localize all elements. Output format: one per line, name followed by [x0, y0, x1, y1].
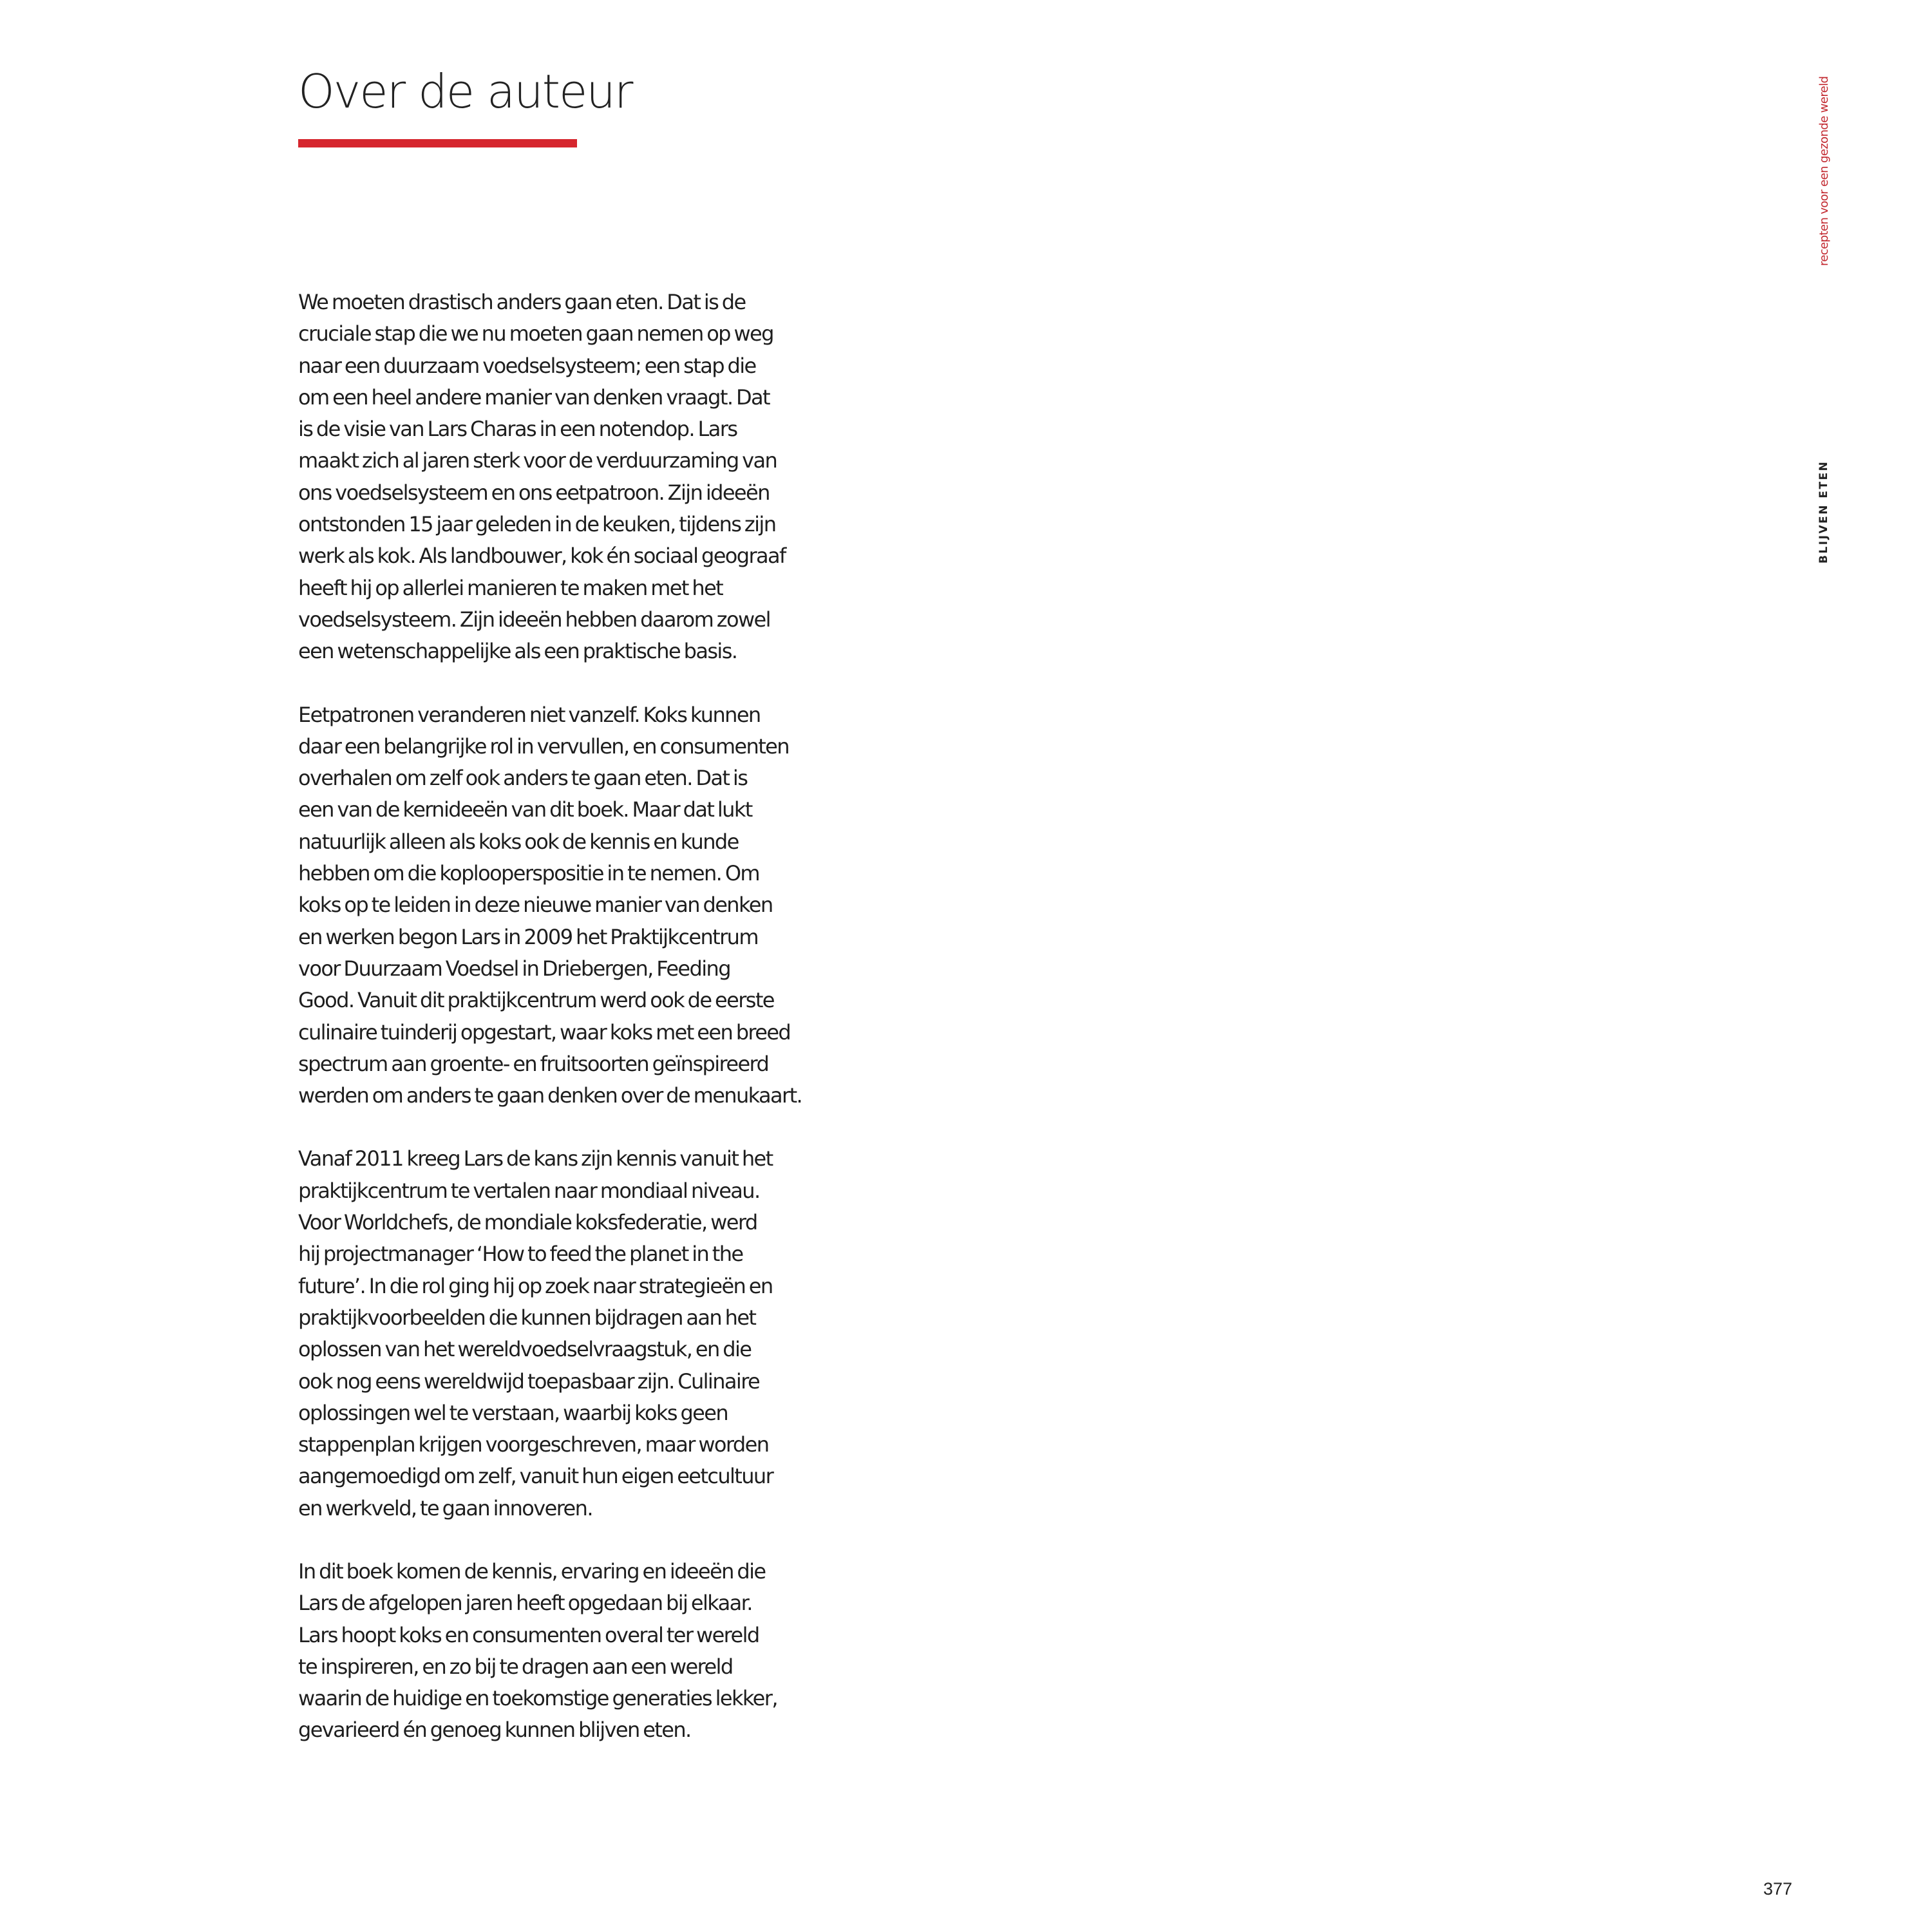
text-line: In dit boek komen de kennis, ervaring en ideeën die	[298, 1558, 766, 1584]
text-line: Good. Vanuit dit praktijkcentrum werd ook de eerste	[298, 988, 774, 1013]
text-line: oplossen van het wereldvoedselvraagstuk, en die	[298, 1337, 752, 1362]
paragraph-2	[298, 699, 813, 1112]
text-line: koks op te leiden in deze nieuwe manier van denken	[298, 893, 773, 918]
text-line: spectrum aan groente- en fruitsoorten geïnspireerd	[298, 1051, 769, 1076]
text-line: hebben om die koplooperspositie in te nemen. Om	[298, 861, 759, 886]
text-line: ontstonden 15 jaar geleden in de keuken, tijdens zijn	[298, 512, 776, 537]
text-line: praktijkcentrum te vertalen naar mondiaal niveau.	[298, 1178, 760, 1203]
text-line: naar een duurzaam voedselsysteem; een stap die	[298, 353, 756, 378]
text-line: natuurlijk alleen als koks ook de kennis en kunde	[298, 829, 739, 854]
text-line: Vanaf 2011 kreeg Lars de kans zijn kennis vanuit het	[298, 1146, 773, 1171]
text-line: hij projectmanager ‘How to feed the planet in the	[298, 1242, 743, 1267]
text-line: oplossingen wel te verstaan, waarbij koks geen	[298, 1400, 728, 1425]
text-line: werden om anders te gaan denken over de menukaart.	[298, 1083, 802, 1108]
title-underline-rule	[298, 139, 577, 147]
text-line: Lars hoopt koks en consumenten overal ter wereld	[298, 1622, 759, 1647]
text-line: is de visie van Lars Charas in een notendop. Lars	[298, 417, 737, 442]
text-line: ook nog eens wereldwijd toepasbaar zijn. Culinaire	[298, 1368, 760, 1394]
text-line: cruciale stap die we nu moeten gaan nemen op weg	[298, 321, 773, 346]
text-line: gevarieerd én genoeg kunnen blijven eten.	[298, 1718, 691, 1743]
text-line: Eetpatronen veranderen niet vanzelf. Koks kunnen	[298, 702, 761, 727]
paragraph-3	[298, 1143, 813, 1524]
page-title: Over de auteur	[298, 64, 632, 118]
body-text	[298, 287, 813, 1778]
text-line: Lars de afgelopen jaren heeft opgedaan bij elkaar.	[298, 1591, 752, 1616]
text-line: en werkveld, te gaan innoveren.	[298, 1495, 592, 1520]
text-line: om een heel andere manier van denken vraagt. Dat	[298, 384, 770, 410]
text-line: future’. In die rol ging hij op zoek naar strategieën en	[298, 1273, 773, 1298]
paragraph-1	[298, 287, 813, 668]
text-line: een wetenschappelijke als een praktische basis.	[298, 639, 737, 664]
text-line: We moeten drastisch anders gaan eten. Dat is de	[298, 290, 746, 314]
paragraph-4	[298, 1556, 813, 1747]
text-line: praktijkvoorbeelden die kunnen bijdragen aan het	[298, 1305, 756, 1330]
text-line: voedselsysteem. Zijn ideeën hebben daarom zowel	[298, 607, 770, 632]
text-line: daar een belangrijke rol in vervullen, en consumenten	[298, 734, 789, 759]
text-line: waarin de huidige en toekomstige generaties lekker,	[298, 1686, 777, 1711]
series-title-vertical: recepten voor een gezonde wereld	[1817, 76, 1831, 266]
text-line: aangemoedigd om zelf, vanuit hun eigen eetcultuur	[298, 1464, 773, 1489]
text-line: culinaire tuinderij opgestart, waar koks met een breed	[298, 1019, 791, 1045]
text-line: heeft hij op allerlei manieren te maken met het	[298, 575, 723, 600]
text-line: Voor Worldchefs, de mondiale koksfederatie, werd	[298, 1210, 757, 1235]
section-title-vertical: BLIJVEN ETEN	[1817, 460, 1830, 564]
text-line: maakt zich al jaren sterk voor de verduurzaming van	[298, 448, 777, 473]
text-line: stappenplan krijgen voorgeschreven, maar worden	[298, 1432, 769, 1457]
text-line: ons voedselsysteem en ons eetpatroon. Zijn ideeën	[298, 480, 770, 505]
text-line: en werken begon Lars in 2009 het Praktijkcentrum	[298, 924, 758, 949]
text-line: een van de kernideeën van dit boek. Maar dat lukt	[298, 797, 752, 822]
text-line: werk als kok. Als landbouwer, kok én sociaal geograaf	[298, 544, 786, 569]
page-number: 377	[1763, 1879, 1793, 1899]
text-line: te inspireren, en zo bij te dragen aan een wereld	[298, 1654, 733, 1679]
text-line: voor Duurzaam Voedsel in Driebergen, Feeding	[298, 956, 730, 981]
text-line: overhalen om zelf ook anders te gaan eten. Dat is	[298, 766, 748, 791]
